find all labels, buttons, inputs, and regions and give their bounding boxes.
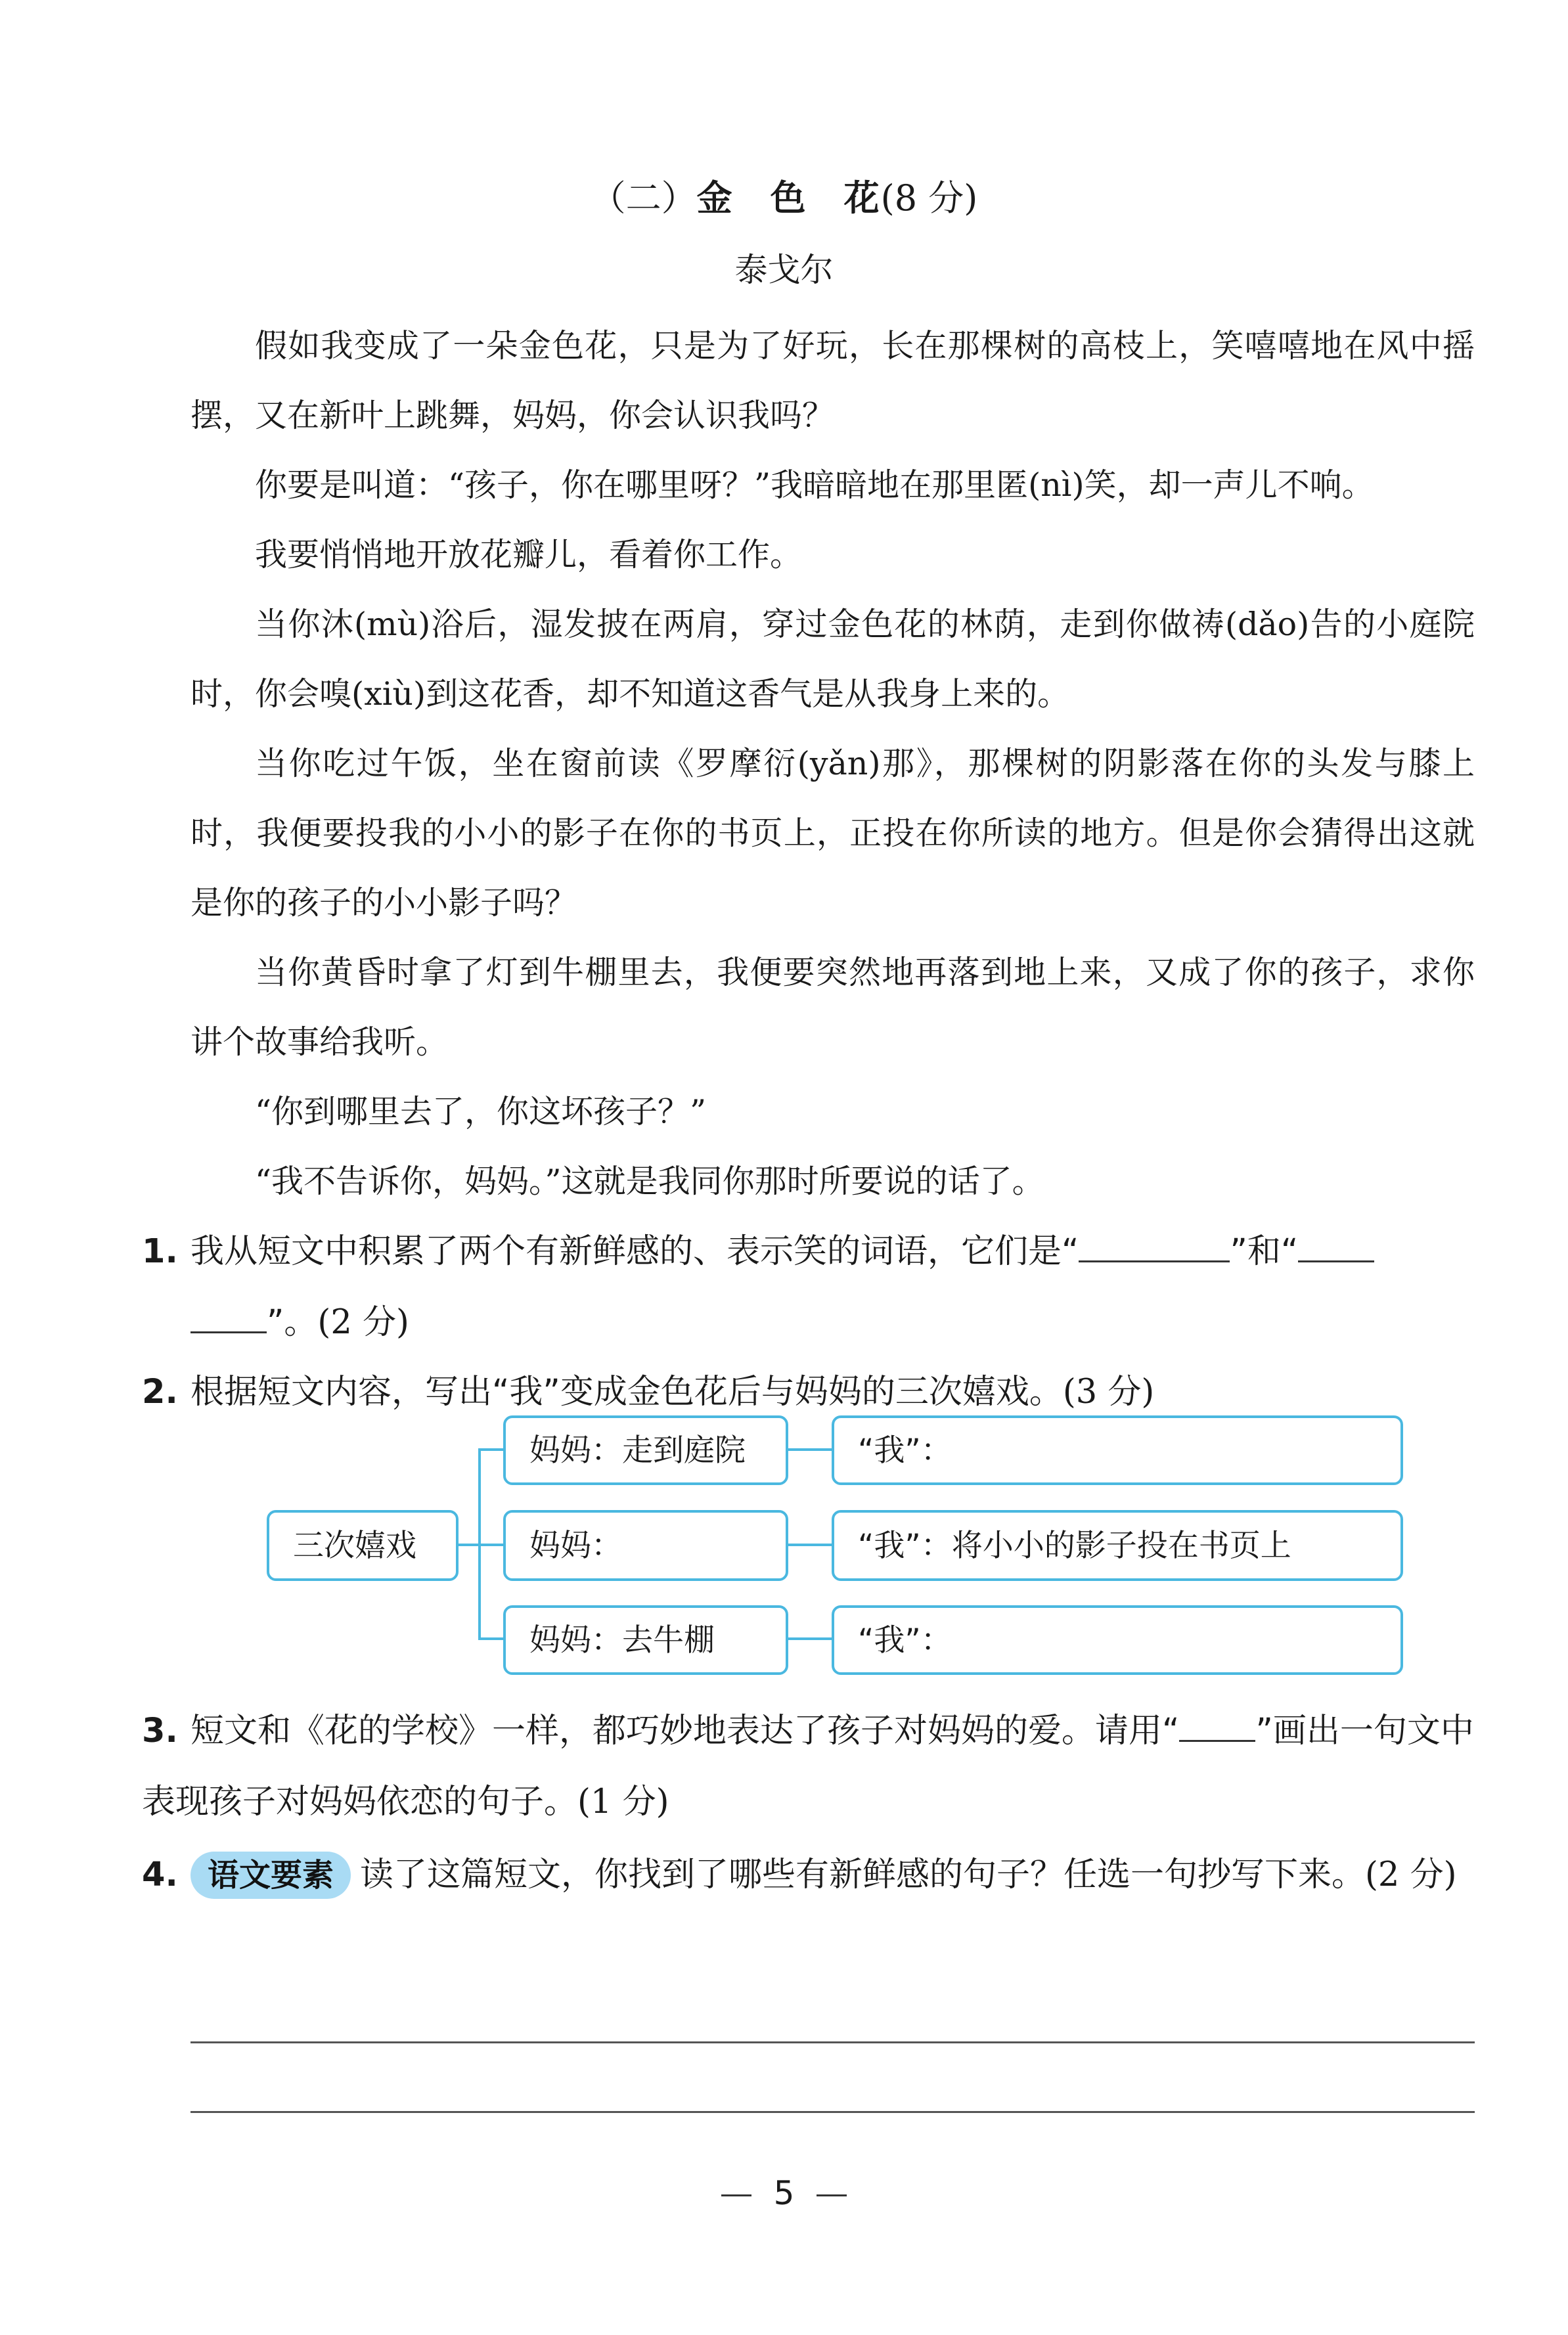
paragraph-8: “我不告诉你，妈妈。”这就是我同你那时所要说的话了。 <box>255 1163 1044 1200</box>
question-text: 根据短文内容，写出“我”变成金色花后与妈妈的三次嬉戏。 <box>190 1373 1063 1412</box>
question-number: 2. <box>142 1373 178 1412</box>
me-box-2 <box>832 1510 1403 1581</box>
connector-link-1 <box>786 1448 833 1451</box>
question-3 <box>142 1696 1475 1838</box>
page-number: 5 <box>773 2174 795 2212</box>
me-box-1[interactable] <box>832 1415 1403 1485</box>
question-text: 短文和《花的学校》一样，都巧妙地表达了孩子对妈妈的爱。请用“ <box>190 1712 1180 1750</box>
author: 泰戈尔 <box>734 251 834 289</box>
story-title: 金 色 花 <box>696 177 881 219</box>
diagram-root-label: 三次嬉戏 <box>293 1527 416 1564</box>
connector-root <box>456 1544 480 1546</box>
question-text: 读了这篇短文，你找到了哪些有新鲜感的句子？任选一句抄写下来。 <box>360 1856 1366 1894</box>
underline-sample <box>1179 1718 1255 1742</box>
paragraph-3: 我要悄悄地开放花瓣儿，看着你工作。 <box>255 536 803 573</box>
element-tag: 语文要素 <box>190 1852 351 1899</box>
diagram-root-box <box>267 1510 459 1581</box>
question-number: 1. <box>142 1232 178 1271</box>
answer-blank-2a[interactable] <box>1298 1238 1374 1262</box>
question-score: (3 分) <box>1062 1373 1155 1412</box>
answer-line-1[interactable] <box>190 2041 1475 2043</box>
question-1 <box>142 1216 1475 1358</box>
mom-box-2[interactable] <box>503 1510 788 1581</box>
paragraph-4: 当你沐(mù)浴后，湿发披在两肩，穿过金色花的林荫，走到你做祷(dǎo)告的小庭院时，你会嗅(xiù)到这花香，却不知道这香气是从我身上来的。 <box>190 606 1475 713</box>
paragraph-2: 你要是叫道：“孩子，你在哪里呀？”我暗暗地在那里匿(nì)笑，却一声儿不响。 <box>255 466 1374 504</box>
connector-link-3 <box>786 1637 833 1640</box>
mom-box-3 <box>503 1605 788 1675</box>
footer-dash-left <box>721 2194 751 2196</box>
paragraph-5: 当你吃过午饭，坐在窗前读《罗摩衍(yǎn)那》，那棵树的阴影落在你的头发与膝上时，我便要投我的小小的影子在你的书页上，正投在你所读的地方。但是你会猜得出这就是你的孩子的小小影子吗？ <box>190 745 1475 922</box>
me-label: “我”：将小小的影子投在书页上 <box>858 1527 1291 1564</box>
connector-link-2 <box>786 1544 833 1546</box>
paragraph-7: “你到哪里去了，你这坏孩子？” <box>255 1093 707 1130</box>
section-label: （二） <box>590 177 697 219</box>
connector-branch-1 <box>478 1448 504 1451</box>
question-number: 3. <box>142 1712 178 1750</box>
mom-box-1 <box>503 1415 788 1485</box>
section-score: (8 分) <box>880 177 978 219</box>
answer-blank-2b[interactable] <box>190 1309 267 1333</box>
mom-label: 妈妈：去牛棚 <box>529 1622 715 1658</box>
question-score: (1 分) <box>577 1783 669 1821</box>
question-text: 我从短文中积累了两个有新鲜感的、表示笑的词语，它们是“ <box>190 1232 1079 1271</box>
answer-blank-1[interactable] <box>1079 1238 1230 1262</box>
connector-branch-3 <box>478 1637 504 1640</box>
question-score: (2 分) <box>1365 1856 1457 1894</box>
footer-dash-right <box>817 2194 847 2196</box>
question-text: ”。 <box>267 1303 318 1342</box>
me-label: “我”： <box>858 1622 952 1658</box>
page-footer <box>0 2174 1568 2212</box>
paragraph-1: 假如我变成了一朵金色花，只是为了好玩，长在那棵树的高枝上，笑嘻嘻地在风中摇摆，又在新叶上跳舞，妈妈，你会认识我吗？ <box>190 327 1475 434</box>
mom-label: 妈妈： <box>529 1527 622 1564</box>
question-number: 4. <box>142 1856 178 1894</box>
me-box-3[interactable] <box>832 1605 1403 1675</box>
question-text: ”和“ <box>1230 1232 1299 1271</box>
paragraph-6: 当你黄昏时拿了灯到牛棚里去，我便要突然地再落到地上来，又成了你的孩子，求你讲个故事给我听。 <box>190 954 1475 1061</box>
section-title <box>0 172 1568 225</box>
question-text: ”画出一句文中表现孩子对妈妈依恋的句子。 <box>142 1712 1474 1821</box>
connector-branch-2 <box>478 1544 504 1546</box>
me-label: “我”： <box>858 1432 952 1469</box>
answer-line-2[interactable] <box>190 2111 1475 2113</box>
mom-label: 妈妈：走到庭院 <box>529 1432 746 1469</box>
question-4 <box>142 1839 1475 1911</box>
question-score: (2 分) <box>317 1303 409 1342</box>
